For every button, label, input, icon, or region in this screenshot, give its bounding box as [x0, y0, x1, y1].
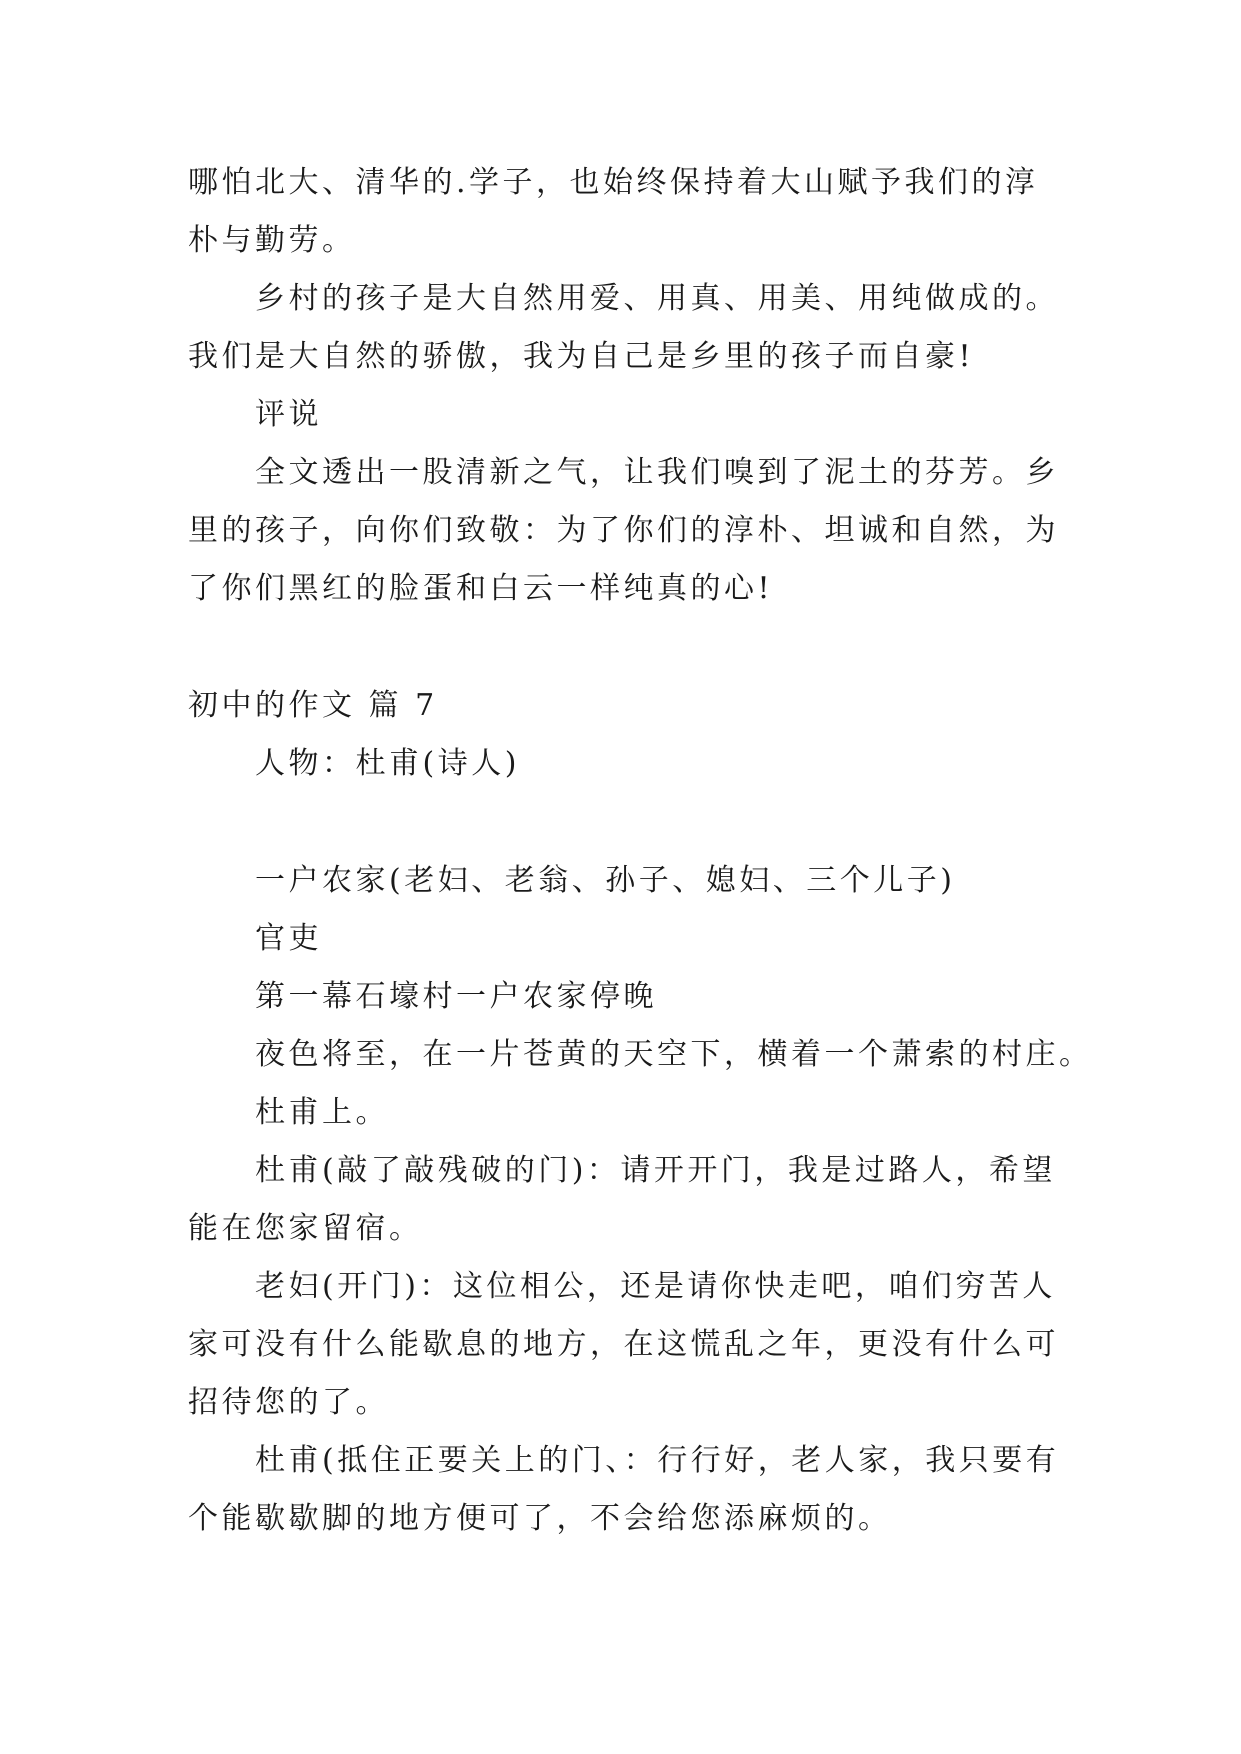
paragraph-line: 能在您家留宿。	[188, 1211, 423, 1246]
commentary-heading: 评说	[255, 397, 322, 432]
paragraph-line: 家可没有什么能歇息的地方，在这慌乱之年，更没有什么可	[188, 1327, 1059, 1362]
paragraph-line: 杜甫(抵住正要关上的门、：行行好，老人家，我只要有	[255, 1443, 1060, 1478]
paragraph-line: 哪怕北大、清华的.学子，也始终保持着大山赋予我们的淳	[188, 165, 1039, 200]
paragraph-line: 个能歇歇脚的地方便可了，不会给您添麻烦的。	[188, 1501, 892, 1536]
paragraph-line: 老妇(开门)：这位相公，还是请你快走吧，咱们穷苦人	[255, 1269, 1056, 1304]
paragraph-line: 了你们黑红的脸蛋和白云一样纯真的心!	[188, 571, 774, 606]
scene-heading: 第一幕石壕村一户农家停晚	[255, 979, 657, 1014]
paragraph-line: 一户农家(老妇、老翁、孙子、媳妇、三个儿子)	[255, 863, 956, 898]
paragraph-line: 杜甫(敲了敲残破的门)：请开开门，我是过路人，希望	[255, 1153, 1056, 1188]
section-title: 初中的作文 篇 7	[188, 688, 438, 723]
paragraph-line: 里的孩子，向你们致敬：为了你们的淳朴、坦诚和自然，为	[188, 513, 1059, 548]
paragraph-line: 夜色将至，在一片苍黄的天空下，横着一个萧索的村庄。	[255, 1037, 1093, 1072]
paragraph-line: 人物：杜甫(诗人)	[255, 746, 520, 781]
paragraph-line: 我们是大自然的骄傲，我为自己是乡里的孩子而自豪!	[188, 339, 975, 374]
paragraph-line: 全文透出一股清新之气，让我们嗅到了泥土的芬芳。乡	[255, 455, 1059, 490]
paragraph-line: 乡村的孩子是大自然用爱、用真、用美、用纯做成的。	[255, 281, 1059, 316]
paragraph-line: 招待您的了。	[188, 1385, 389, 1420]
paragraph-line: 朴与勤劳。	[188, 223, 356, 258]
paragraph-line: 杜甫上。	[255, 1095, 389, 1130]
paragraph-line: 官吏	[255, 921, 322, 956]
